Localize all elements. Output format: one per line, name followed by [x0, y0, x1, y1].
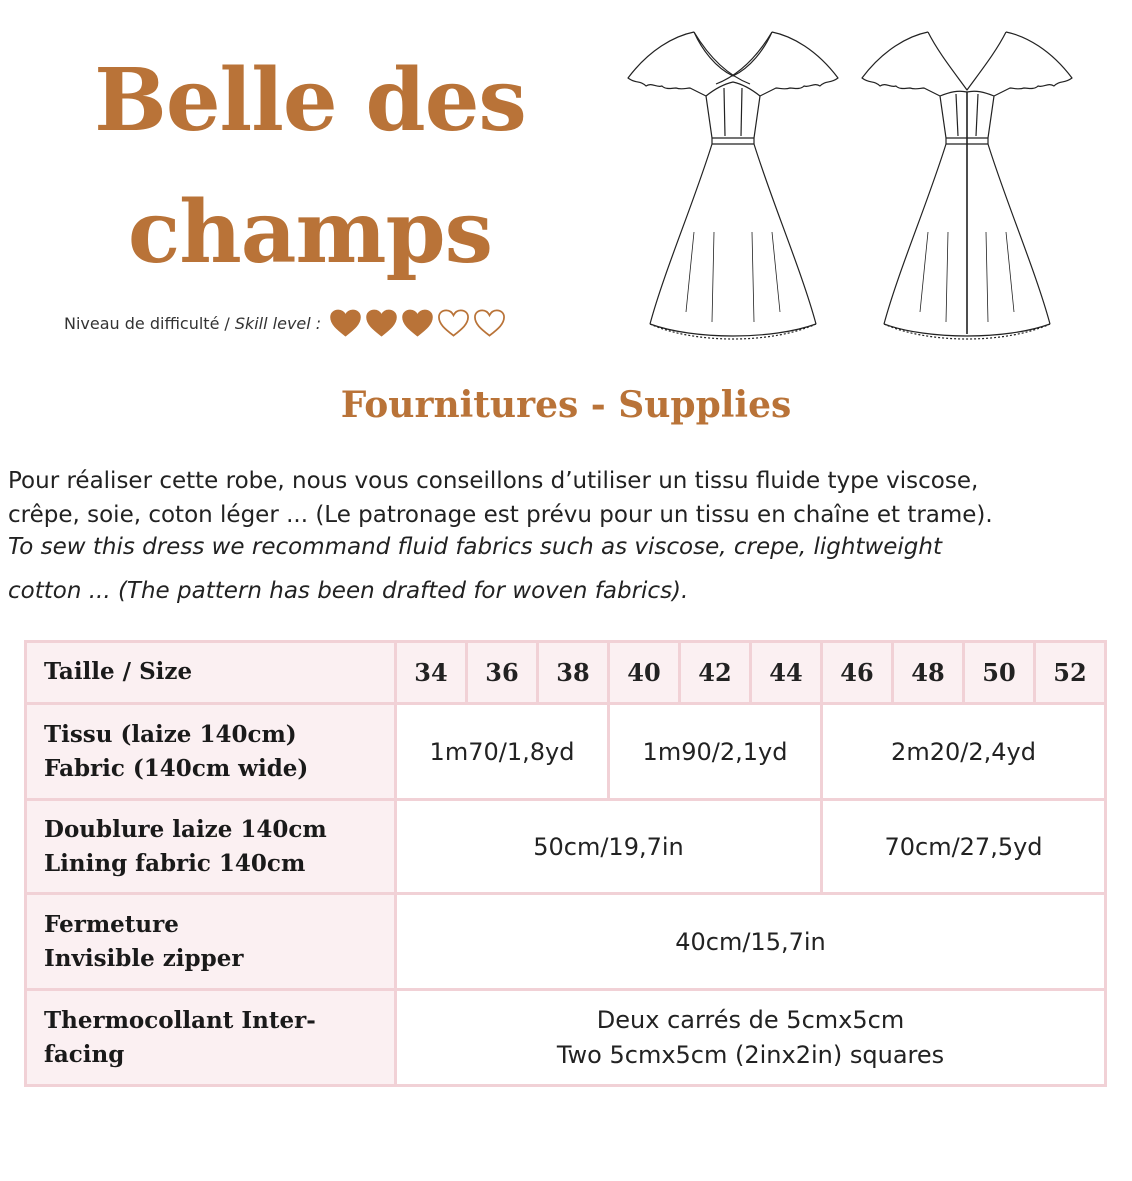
size-cell: 50 — [964, 642, 1035, 704]
size-cell: 48 — [893, 642, 964, 704]
skill-rating — [329, 308, 506, 338]
fabric-label — [26, 704, 396, 800]
table-row — [26, 894, 1106, 990]
heart-outline-icon — [437, 308, 470, 338]
skill-label-en: Skill level : — [234, 313, 322, 333]
zipper-label-fr: Fermeture — [44, 911, 179, 939]
heart-filled-icon — [365, 308, 398, 338]
lining-label-en: Lining fabric 140cm — [44, 849, 306, 877]
dress-front-illustration — [624, 22, 842, 342]
size-cell: 52 — [1035, 642, 1106, 704]
size-cell: 46 — [822, 642, 893, 704]
size-cell: 44 — [751, 642, 822, 704]
size-cell: 36 — [467, 642, 538, 704]
table-row — [26, 704, 1106, 800]
lining-value: 70cm/27,5yd — [822, 800, 1106, 894]
size-header: Taille / Size — [26, 642, 396, 704]
fabric-value: 1m70/1,8yd — [396, 704, 609, 800]
zipper-label — [26, 894, 396, 990]
fabric-label-fr: Tissu (laize 140cm) — [44, 721, 297, 749]
table-row — [26, 990, 1106, 1086]
size-cell: 42 — [680, 642, 751, 704]
size-cell: 40 — [609, 642, 680, 704]
interfacing-value — [396, 990, 1106, 1086]
heart-outline-icon — [473, 308, 506, 338]
fabric-value: 2m20/2,4yd — [822, 704, 1106, 800]
zipper-label-en: Invisible zipper — [44, 944, 244, 972]
lining-label — [26, 800, 396, 894]
zipper-value: 40cm/15,7in — [396, 894, 1106, 990]
heart-filled-icon — [329, 308, 362, 338]
skill-separator: / — [224, 313, 230, 333]
interfacing-label-line2: facing — [44, 1040, 125, 1068]
dress-back-illustration — [858, 22, 1076, 342]
supplies-table — [24, 640, 1107, 1087]
intro-en-line1: To sew this dress we recommand fluid fabrics such as viscose, crepe, lightweight — [8, 534, 942, 560]
size-cell: 38 — [538, 642, 609, 704]
table-row — [26, 800, 1106, 894]
lining-value: 50cm/19,7in — [396, 800, 822, 894]
table-row — [26, 642, 1106, 704]
section-title: Fournitures - Supplies — [340, 384, 792, 426]
pattern-title-line2: champs — [127, 182, 493, 283]
fabric-label-en: Fabric (140cm wide) — [44, 754, 309, 782]
interfacing-label — [26, 990, 396, 1086]
intro-fr-line2: crêpe, soie, coton léger ... (Le patronage est prévu pour un tissu en chaîne et trame). — [8, 502, 993, 528]
pattern-title-line1: Belle des — [94, 50, 526, 151]
intro-en-line2: cotton ... (The pattern has been drafted for woven fabrics). — [8, 578, 689, 604]
lining-label-fr: Doublure laize 140cm — [44, 816, 327, 844]
skill-label-fr: Niveau de difficulté — [64, 313, 220, 333]
skill-level — [64, 308, 506, 338]
interfacing-value-en: Two 5cmx5cm (2inx2in) squares — [556, 1040, 945, 1069]
size-cell: 34 — [396, 642, 467, 704]
heart-filled-icon — [401, 308, 434, 338]
intro-fr-line1: Pour réaliser cette robe, nous vous conseillons d’utiliser un tissu fluide type viscose, — [8, 468, 979, 494]
interfacing-label-line1: Thermocollant Inter- — [44, 1007, 316, 1035]
fabric-value: 1m90/2,1yd — [609, 704, 822, 800]
interfacing-value-fr: Deux carrés de 5cmx5cm — [596, 1005, 905, 1034]
